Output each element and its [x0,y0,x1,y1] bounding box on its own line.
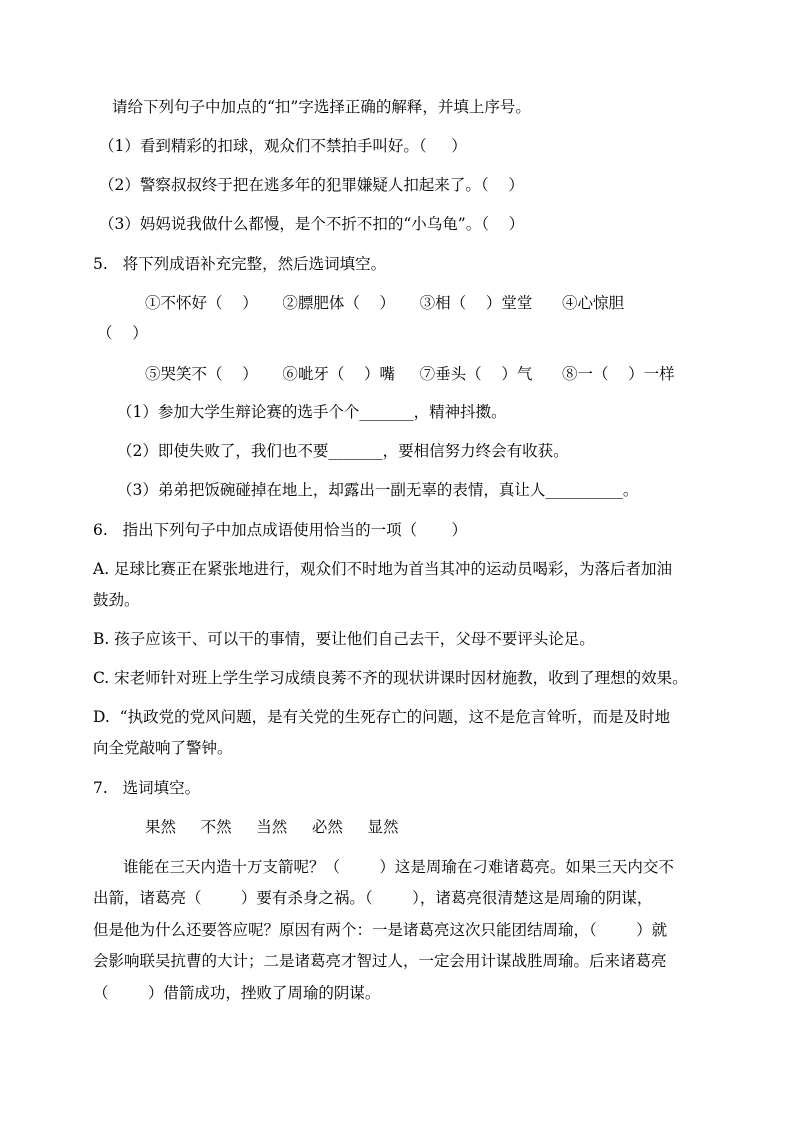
q6-option-b: B. 孩子应该干、可以干的事情，要让他们自己去干，父母不要评头论足。 [93,630,595,648]
q5-fill-3: （3）弟弟把饭碗碰掉在地上，却露出一副无辜的表情，真让人__________。 [117,481,639,499]
q7-heading: 7. 选词填空。 [93,779,201,797]
q5-idioms-row-2: ⑤哭笑不（ ） ⑥呲牙（ ）嘴 ⑦垂头（ ）气 ⑧一（ ）一样 [145,365,675,383]
q7-passage-line-3: 但是他为什么还要答应呢？原因有两个：一是诸葛亮这次只能团结周瑜，（ ）就 [93,921,668,939]
q7-passage-line-4: 会影响联吴抗曹的大计；二是诸葛亮才智过人，一定会用计谋战胜周瑜。后来诸葛亮 [93,952,667,970]
q6-option-c: C. 宋老师针对班上学生学习成绩良莠不齐的现状讲课时因材施教，收到了理想的效果。 [93,669,688,687]
q6-option-d-cont: 向全党敲响了警钟。 [93,739,233,757]
q5-fill-1: （1）参加大学生辩论赛的选手个个_______，精神抖擞。 [117,403,507,421]
q7-word-options: 果然 不然 当然 必然 显然 [145,818,399,836]
q6-option-a-cont: 鼓劲。 [93,591,140,609]
q6-option-a: A. 足球比赛正在紧张地进行，观众们不时地为首当其冲的运动员喝彩，为落后者加油 [93,560,673,578]
q5-idioms-row-1: ①不怀好（ ） ②膘肥体（ ） ③相（ ）堂堂 ④心惊胆 [145,294,624,312]
q5-heading: 5. 将下列成语补充完整，然后选词填空。 [93,255,387,273]
q6-heading: 6. 指出下列句子中加点成语使用恰当的一项（ ） [93,521,468,539]
q4-item-3: （3）妈妈说我做什么都慢，是个不折不扣的“小乌龟”。（ ） [99,215,525,233]
q5-fill-2: （2）即使失败了，我们也不要_______，要相信努力终会有收获。 [117,442,569,460]
q4-item-2: （2）警察叔叔终于把在逃多年的犯罪嫌疑人扣起来了。（ ） [99,176,524,194]
q7-passage-line-2: 出箭，诸葛亮（ ）要有杀身之祸。（ ），诸葛亮很清楚这是周瑜的阴谋， [93,889,653,907]
q4-instruction: 请给下列句子中加点的“扣”字选择正确的解释，并填上序号。 [112,98,531,116]
q7-passage-line-5: （ ）借箭成功，挫败了周瑜的阴谋。 [93,984,381,1002]
q5-idioms-row-1-cont: （ ） [97,324,148,342]
q7-passage-line-1: 谁能在三天内造十万支箭呢？（ ）这是周瑜在刁难诸葛亮。如果三天内交不 [123,858,674,876]
q6-option-d: D. “执政党的党风问题，是有关党的生死存亡的问题，这不是危言耸听，而是及时地 [93,708,671,726]
q4-item-1: （1）看到精彩的扣球，观众们不禁拍手叫好。（ ） [99,137,467,155]
